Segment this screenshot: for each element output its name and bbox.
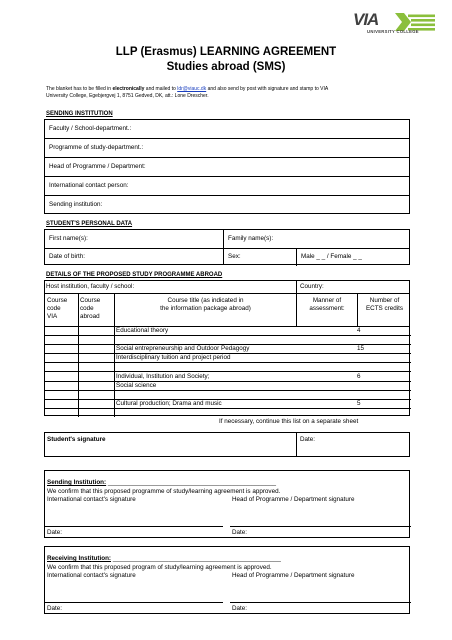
field-country[interactable]: Country: [300,283,324,290]
course-title-cell[interactable]: Educational theory [116,327,169,335]
course-ects-cell[interactable]: 5 [357,399,361,407]
sending-head-signature-label: Head of Programme / Department signature [232,496,355,503]
via-logo [353,12,435,38]
email-link[interactable]: ldr@viauc.dk [177,86,207,92]
section-heading-personal: STUDENT'S PERSONAL DATA [46,221,133,227]
field-head-of-programme[interactable]: Head of Programme / Department: [49,163,146,170]
field-international-contact[interactable]: International contact person: [49,182,129,189]
table-row[interactable] [45,335,411,344]
course-ects-cell[interactable]: 6 [357,372,361,380]
sending-confirm-text: We confirm that this proposed programme of study/learning agreement is approved. [47,488,281,495]
col-manner-of-assessment: Manner of assessment: [309,297,345,312]
table-row[interactable] [45,390,411,399]
field-sex-options[interactable]: Male _ _ / Female _ _ [301,253,362,260]
section-heading-programme: DETAILS OF THE PROPOSED STUDY PROGRAMME ABROAD [46,272,223,278]
table-row[interactable] [45,399,411,408]
col-course-code-via: Course code VIA [47,297,68,320]
student-signature-date[interactable]: Date: [300,436,316,443]
sending-intl-signature-label: International contact's signature [47,496,136,503]
continue-note: If necessary, continue this list on a separate sheet [219,418,359,425]
sending-date-2[interactable]: Date: [232,529,248,536]
course-ects-cell[interactable]: 15 [357,345,365,353]
receiving-confirm-text: We confirm that this proposed program of study/learning agreement is approved. [47,564,272,571]
table-row[interactable] [45,381,411,390]
table-row[interactable] [45,353,411,362]
receiving-date-2[interactable]: Date: [232,605,248,612]
receiving-intl-signature-label: International contact's signature [47,572,136,579]
table-row[interactable] [45,372,411,381]
page-title: LLP (Erasmus) LEARNING AGREEMENT [115,46,337,58]
personal-data-box [44,229,410,265]
course-title-cell[interactable]: Cultural production; Drama and music [116,399,222,407]
receiving-head-signature-label: Head of Programme / Department signature [232,572,355,579]
table-row[interactable] [45,326,411,335]
student-signature-label: Student's signature [47,436,106,443]
course-title-cell[interactable]: Social entrepreneurship and Outdoor Pedagogy [116,345,250,353]
course-title-cell[interactable]: Interdisciplinary tuition and project period [116,354,231,362]
course-ects-cell[interactable]: 4 [357,327,361,335]
field-family-name[interactable]: Family name(s): [228,235,274,242]
col-ects-credits: Number of ECTS credits [365,297,404,312]
page-subtitle: Studies abroad (SMS) [166,61,286,73]
field-first-name[interactable]: First name(s): [49,235,88,242]
field-sex-label: Sex: [228,253,241,260]
receiving-date-1[interactable]: Date: [47,605,63,612]
receiving-confirm-heading: Receiving Institution: ________________________________________________ [47,555,281,562]
field-programme[interactable]: Programme of study-department.: [49,144,144,151]
field-date-of-birth[interactable]: Date of birth: [49,253,86,260]
field-host-institution[interactable]: Host institution, faculty / school: [46,283,135,290]
intro-bold: electronically [112,86,145,92]
course-title-cell[interactable]: Social science [116,381,157,389]
table-row[interactable] [45,344,411,353]
sending-intl-signature-line[interactable] [45,526,223,527]
sending-confirm-heading: Sending Institution: ________________________________________________ [47,479,276,486]
logo-subtitle: UNIVERSITY COLLEGE [367,29,419,34]
student-signature-box [44,432,410,457]
field-faculty[interactable]: Faculty / School-department.: [49,125,132,132]
course-title-cell[interactable]: Individual, Institution and Society; [116,372,210,380]
sending-institution-box [44,119,410,214]
logo-word: VIA [353,10,379,29]
col-course-title: Course title (as indicated in the information package abroad) [160,297,251,312]
receiving-intl-signature-line[interactable] [45,602,223,603]
table-row[interactable] [45,408,411,417]
programme-table [44,280,410,416]
receiving-confirm-box [44,546,410,614]
sending-head-signature-line[interactable] [230,526,411,527]
intro-text: The blanket has to be filled in electronically and mailed to ldr@viauc.dk and also send by post with signature and stamp to VIA University College, Egebjergvej 1, 8751 Gedved, DK, att.: Lone Drescher. [46,86,329,99]
sending-confirm-box [44,470,410,538]
receiving-head-signature-line[interactable] [230,602,411,603]
table-row[interactable] [45,362,411,371]
col-course-code-abroad: Course code abroad [80,297,101,320]
section-heading-sending: SENDING INSTITUTION [46,111,113,117]
field-sending-institution[interactable]: Sending institution: [49,201,103,208]
sending-date-1[interactable]: Date: [47,529,63,536]
